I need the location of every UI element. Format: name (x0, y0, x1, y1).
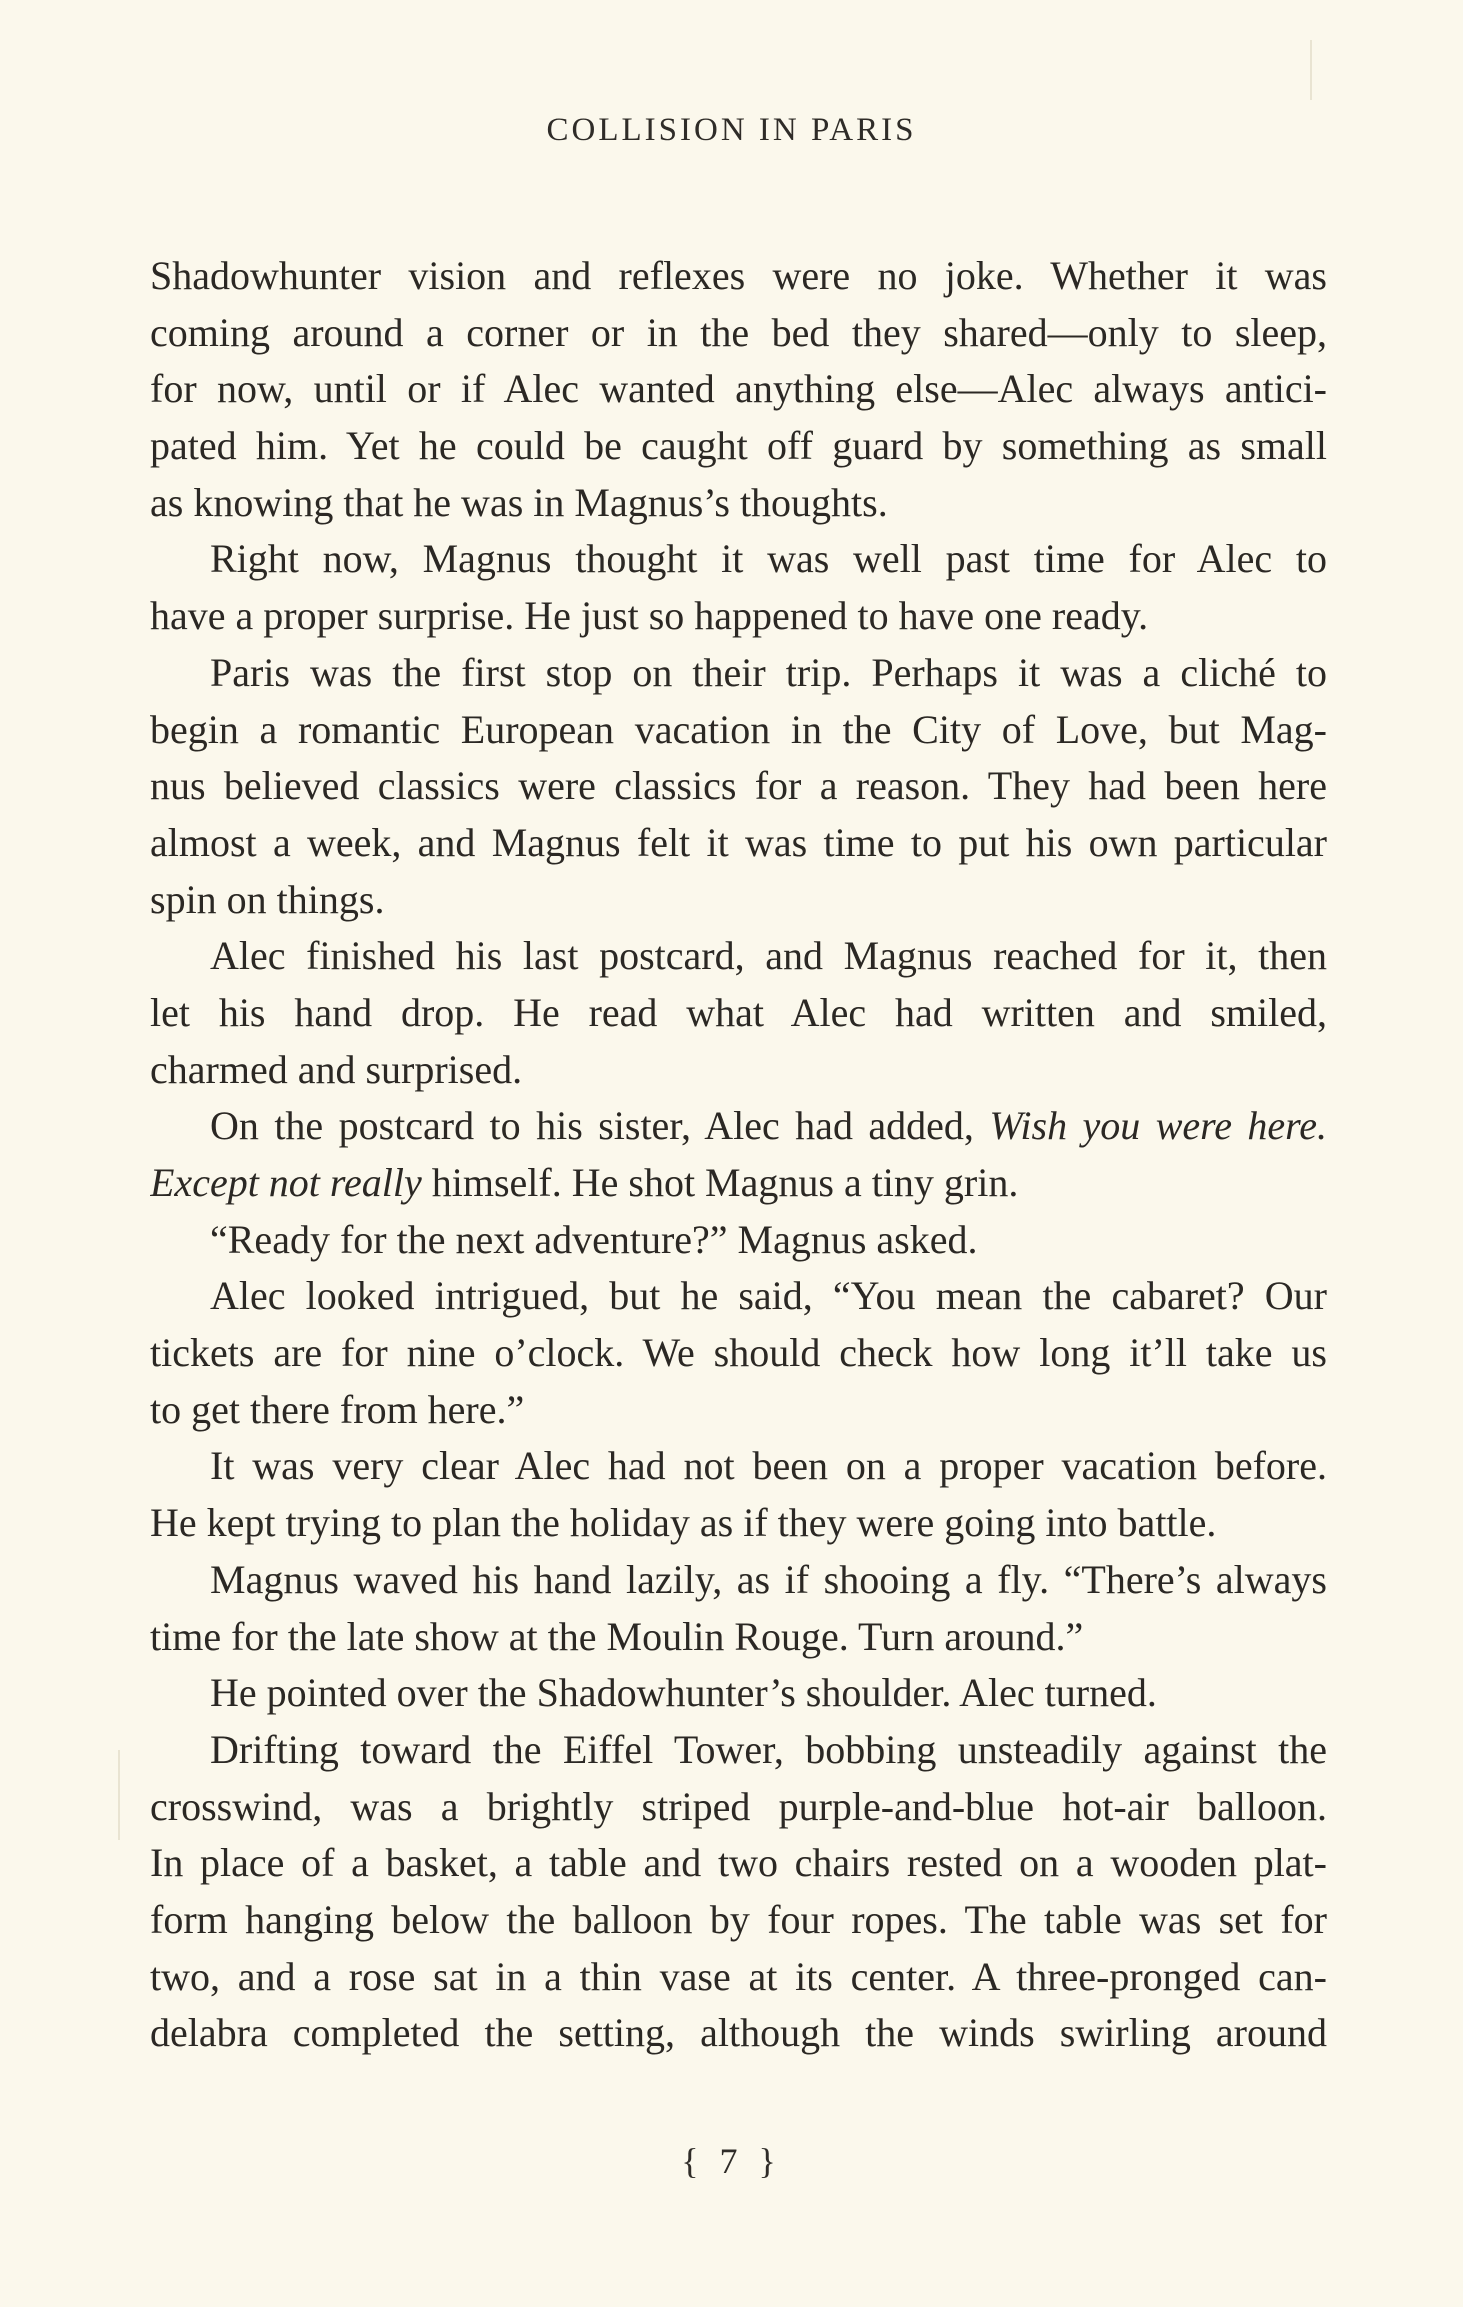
text-line: for now, until or if Alec wanted anything else—Alec always antici- (150, 366, 1327, 412)
page-number: { 7 } (681, 2141, 782, 2181)
text-line: He kept trying to plan the holiday as if they were going into battle. (150, 1500, 1217, 1546)
running-head: COLLISION IN PARIS (546, 112, 917, 148)
text-line: Paris was the first stop on their trip. Perhaps it was a cliché to (210, 649, 1327, 695)
text-line: nus believed classics were classics for a reason. They had been here (150, 763, 1327, 809)
text-line: Shadowhunter vision and reflexes were no joke. Whether it was (150, 253, 1327, 298)
text-line: spin on things. (150, 876, 385, 922)
text-line: time for the late show at the Moulin Rouge. Turn around.” (150, 1613, 1084, 1659)
text-line: coming around a corner or in the bed they shared—only to sleep, (150, 309, 1327, 355)
text-line: let his hand drop. He read what Alec had written and smiled, (150, 989, 1327, 1035)
text-line: have a proper surprise. He just so happened to have one ready. (150, 593, 1149, 639)
text-line: “Ready for the next adventure?” Magnus asked. (210, 1216, 978, 1262)
text-line: crosswind, was a brightly striped purple-and-blue hot-air balloon. (150, 1783, 1327, 1829)
text-line: begin a romantic European vacation in the City of Love, but Mag- (150, 706, 1327, 752)
text-line: Alec looked intrigued, but he said, “You mean the cabaret? Our (210, 1273, 1327, 1319)
scan-artifact (1310, 40, 1312, 100)
text-line: to get there from here.” (150, 1386, 525, 1432)
text-line: It was very clear Alec had not been on a proper vacation before. (210, 1443, 1327, 1489)
text-line: In place of a basket, a table and two chairs rested on a wooden plat- (150, 1840, 1327, 1886)
text-line: as knowing that he was in Magnus’s thoughts. (150, 479, 888, 525)
text-line: Magnus waved his hand lazily, as if shooing a fly. “There’s always (210, 1556, 1327, 1602)
text-line: Except not really himself. He shot Magnus a tiny grin. (150, 1160, 1019, 1205)
text-line: two, and a rose sat in a thin vase at its center. A three-pronged can- (150, 1953, 1327, 1999)
text-line: tickets are for nine o’clock. We should check how long it’ll take us (150, 1330, 1327, 1376)
text-line: pated him. Yet he could be caught off guard by something as small (150, 423, 1327, 469)
scan-artifact (118, 1750, 120, 1840)
text-line: Alec finished his last postcard, and Magnus reached for it, then (210, 933, 1327, 979)
text-line: On the postcard to his sister, Alec had added, Wish you were here. (210, 1103, 1327, 1149)
text-line: charmed and surprised. (150, 1046, 523, 1092)
text-line: He pointed over the Shadowhunter’s shoulder. Alec turned. (210, 1670, 1157, 1716)
text-line: delabra completed the setting, although the winds swirling around (150, 2010, 1327, 2056)
body-text (150, 248, 1327, 2062)
text-line: almost a week, and Magnus felt it was time to put his own particular (150, 819, 1327, 865)
text-line: Right now, Magnus thought it was well past time for Alec to (210, 536, 1327, 582)
text-line: Drifting toward the Eiffel Tower, bobbing unsteadily against the (210, 1726, 1327, 1772)
text-line: form hanging below the balloon by four ropes. The table was set for (150, 1896, 1327, 1942)
